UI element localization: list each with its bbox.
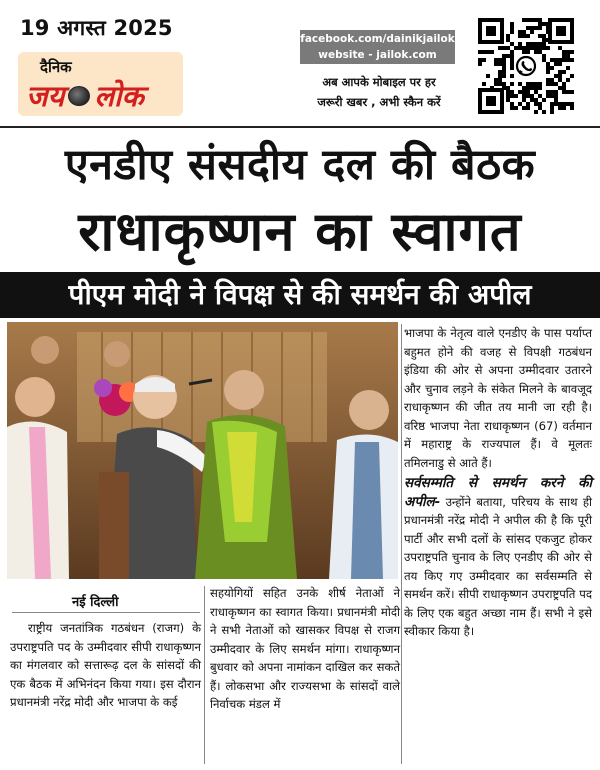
- qr-module: [530, 26, 534, 30]
- qr-module: [570, 106, 574, 110]
- qr-module: [538, 26, 542, 30]
- promo-line-1: अब आपके मोबाइल पर हर: [322, 75, 436, 89]
- qr-module: [526, 90, 530, 94]
- qr-module: [506, 38, 510, 42]
- promo-line-2: जरूरी खबर , अभी स्कैन करें: [317, 95, 441, 109]
- qr-module: [562, 54, 566, 58]
- qr-module: [534, 46, 538, 50]
- qr-module: [522, 90, 526, 94]
- dateline-divider: [12, 612, 200, 613]
- qr-module: [518, 102, 522, 106]
- article-subhead: सर्वसम्मति से समर्थन करने की अपील-: [404, 475, 592, 510]
- qr-module: [550, 110, 554, 114]
- qr-module: [538, 22, 542, 26]
- qr-module: [478, 62, 482, 66]
- qr-code[interactable]: [476, 16, 576, 116]
- qr-module: [530, 86, 534, 90]
- qr-module: [490, 50, 494, 54]
- qr-module: [526, 102, 530, 106]
- qr-module: [542, 54, 546, 58]
- qr-module: [562, 50, 566, 54]
- qr-module: [498, 70, 502, 74]
- qr-module: [538, 46, 542, 50]
- issue-date: 19 अगस्त 2025: [20, 16, 173, 40]
- qr-module: [522, 50, 526, 54]
- qr-module: [510, 90, 514, 94]
- qr-module: [542, 34, 546, 38]
- article-col3-para2-text: उन्होंने बताया, परिचय के साथ ही प्रधानमंत्री नरेंद्र मोदी ने अपील की है कि पूरी पार्टी और सभी दलों के सांसद एकजुट होकर उपराष्ट्रपति चुनाव के लिए एनडीए की ओर से तय किए गए उम्मीदवार का सर्वसम्मति से समर्थन करें। सीपी राधाकृष्णन उपराष्ट्रपति पद के लिए एक बहुत अच्छा नाम हैं। सभी ने इसे स्वीकार किया है।: [404, 494, 592, 638]
- qr-module: [518, 90, 522, 94]
- logo-word-1: जय: [26, 79, 65, 113]
- qr-module: [518, 30, 522, 34]
- qr-module: [534, 18, 538, 22]
- logo-badge-icon: [68, 86, 90, 106]
- qr-module: [526, 42, 530, 46]
- qr-module: [502, 58, 506, 62]
- qr-module: [558, 70, 562, 74]
- qr-module: [542, 98, 546, 102]
- article-column-3: [404, 324, 592, 643]
- qr-module: [558, 46, 562, 50]
- qr-module: [566, 54, 570, 58]
- qr-module: [506, 54, 510, 58]
- newspaper-logo: [18, 52, 183, 116]
- article-col3-para1: भाजपा के नेतृत्व वाले एनडीए के पास पर्याप्त बहुमत होने की वजह से विपक्षी गठबंधन इंडिया की ओर से अपना उम्मीदवार उतारने और चुनाव लड़ने के संकेत मिलने के बावजूद राधाकृष्णन की जीत तय मानी जा रही है। वरिष्ठ भाजपा नेता राधाकृष्णन (67) वर्तमान में महाराष्ट्र के राज्यपाल हैं। वे मूलतः तमिलनाडु से आते हैं।: [404, 326, 592, 470]
- qr-module: [514, 106, 518, 110]
- article-dateline: नई दिल्ली: [72, 595, 119, 610]
- qr-module: [498, 74, 502, 78]
- headline-line-1: एनडीए संसदीय दल की बैठक: [64, 140, 536, 190]
- qr-module: [534, 50, 538, 54]
- qr-module: [566, 102, 570, 106]
- qr-module: [562, 58, 566, 62]
- qr-module: [570, 90, 574, 94]
- qr-module: [538, 86, 542, 90]
- qr-module: [526, 34, 530, 38]
- qr-module: [526, 106, 530, 110]
- qr-module: [534, 26, 538, 30]
- qr-module: [510, 22, 514, 26]
- qr-module: [558, 86, 562, 90]
- qr-module: [506, 46, 510, 50]
- qr-module: [542, 38, 546, 42]
- qr-promo-text: [290, 72, 468, 112]
- qr-code-graphic: [476, 16, 576, 116]
- qr-module: [534, 86, 538, 90]
- qr-module: [522, 94, 526, 98]
- qr-module: [502, 70, 506, 74]
- qr-module: [506, 94, 510, 98]
- qr-module: [550, 66, 554, 70]
- qr-module: [482, 82, 486, 86]
- qr-module: [558, 102, 562, 106]
- article-column-1: राष्ट्रीय जनतांत्रिक गठबंधन (राजग) के उपराष्ट्रपति पद के उम्मीदवार सीपी राधाकृष्णन का मंगलवार को सत्तारूढ़ दल के सांसदों की एक बैठक में अभिनंदन किया गया। इस दौरान प्रधानमंत्री नरेंद्र मोदी और भाजपा के कई: [10, 621, 201, 709]
- qr-module: [558, 74, 562, 78]
- qr-module: [482, 58, 486, 62]
- article-column-2: सहयोगियों सहित उनके शीर्ष नेताओं ने राधाकृष्णन का स्वागत किया। प्रधानमंत्री मोदी ने सभी नेताओं को खासकर विपक्ष से राजग उम्मीदवार के लिए समर्थन मांगा। राधाकृष्णन बुधवार को अपना नामांकन दाखिल कर सकते हैं। लोकसभा और राज्यसभा के सांसदों वाले निर्वाचक मंडल में: [210, 586, 400, 711]
- qr-module: [510, 94, 514, 98]
- qr-module: [550, 94, 554, 98]
- qr-module: [566, 50, 570, 54]
- qr-module: [478, 58, 482, 62]
- qr-module: [510, 58, 514, 62]
- qr-module: [550, 102, 554, 106]
- qr-module: [558, 106, 562, 110]
- qr-module: [554, 102, 558, 106]
- qr-module: [510, 30, 514, 34]
- qr-module: [550, 90, 554, 94]
- qr-module: [494, 78, 498, 82]
- qr-module: [498, 78, 502, 82]
- qr-module: [518, 34, 522, 38]
- masthead-divider: [0, 126, 600, 128]
- qr-module: [522, 106, 526, 110]
- qr-module: [510, 74, 514, 78]
- qr-module: [562, 86, 566, 90]
- qr-module: [522, 98, 526, 102]
- news-photo: [7, 322, 398, 579]
- qr-module: [494, 58, 498, 62]
- qr-module: [502, 46, 506, 50]
- qr-module: [554, 94, 558, 98]
- qr-module: [562, 82, 566, 86]
- qr-module: [554, 98, 558, 102]
- qr-module: [522, 30, 526, 34]
- qr-module: [558, 62, 562, 66]
- qr-finder-bottom-left: [478, 88, 504, 114]
- qr-module: [510, 102, 514, 106]
- qr-module: [506, 90, 510, 94]
- qr-module: [570, 50, 574, 54]
- qr-module: [530, 42, 534, 46]
- qr-module: [530, 82, 534, 86]
- qr-module: [558, 78, 562, 82]
- qr-module: [542, 58, 546, 62]
- qr-module: [554, 74, 558, 78]
- qr-module: [530, 30, 534, 34]
- qr-module: [526, 50, 530, 54]
- qr-module: [538, 18, 542, 22]
- whatsapp-icon: [514, 54, 538, 78]
- qr-module: [534, 42, 538, 46]
- qr-module: [534, 102, 538, 106]
- qr-module: [534, 110, 538, 114]
- qr-module: [546, 66, 550, 70]
- qr-module: [538, 34, 542, 38]
- qr-module: [542, 110, 546, 114]
- qr-module: [518, 42, 522, 46]
- qr-module: [534, 82, 538, 86]
- qr-module: [506, 98, 510, 102]
- qr-module: [502, 66, 506, 70]
- qr-module: [510, 50, 514, 54]
- qr-module: [526, 18, 530, 22]
- qr-module: [542, 22, 546, 26]
- website-link[interactable]: website - jailok.com: [318, 49, 437, 61]
- qr-module: [534, 90, 538, 94]
- qr-module: [502, 62, 506, 66]
- qr-module: [494, 62, 498, 66]
- qr-module: [566, 78, 570, 82]
- qr-module: [546, 90, 550, 94]
- qr-module: [514, 46, 518, 50]
- qr-module: [546, 46, 550, 50]
- qr-module: [550, 58, 554, 62]
- qr-module: [502, 74, 506, 78]
- logo-word-2: लोक: [94, 79, 144, 113]
- qr-module: [522, 34, 526, 38]
- qr-module: [546, 82, 550, 86]
- qr-module: [522, 86, 526, 90]
- qr-module: [526, 94, 530, 98]
- qr-module: [498, 62, 502, 66]
- qr-module: [530, 98, 534, 102]
- qr-module: [566, 58, 570, 62]
- qr-module: [498, 46, 502, 50]
- qr-module: [550, 78, 554, 82]
- qr-module: [498, 82, 502, 86]
- qr-module: [510, 82, 514, 86]
- qr-module: [526, 26, 530, 30]
- qr-module: [546, 62, 550, 66]
- qr-module: [510, 54, 514, 58]
- qr-module: [538, 102, 542, 106]
- qr-module: [570, 102, 574, 106]
- news-photo-illustration: [7, 322, 398, 579]
- qr-module: [502, 54, 506, 58]
- qr-module: [570, 74, 574, 78]
- facebook-link[interactable]: facebook.com/dainikjailok: [300, 33, 455, 45]
- headline-line-2: राधाकृष्णन का स्वागत: [78, 200, 522, 263]
- qr-module: [530, 18, 534, 22]
- qr-module: [506, 86, 510, 90]
- column-rule-right: [401, 324, 402, 764]
- qr-module: [510, 106, 514, 110]
- qr-module: [538, 82, 542, 86]
- qr-module: [562, 90, 566, 94]
- qr-module: [534, 98, 538, 102]
- qr-module: [538, 42, 542, 46]
- qr-module: [554, 62, 558, 66]
- logo-wordmark: [26, 76, 144, 115]
- qr-module: [510, 26, 514, 30]
- qr-module: [518, 82, 522, 86]
- qr-module: [482, 50, 486, 54]
- column-rule-left: [204, 586, 205, 764]
- qr-module: [486, 50, 490, 54]
- qr-module: [550, 82, 554, 86]
- qr-module: [538, 94, 542, 98]
- qr-module: [514, 94, 518, 98]
- qr-module: [526, 46, 530, 50]
- qr-module: [510, 62, 514, 66]
- qr-module: [570, 58, 574, 62]
- qr-module: [546, 78, 550, 82]
- qr-module: [522, 46, 526, 50]
- social-links-box: [300, 30, 455, 64]
- qr-module: [566, 90, 570, 94]
- qr-module: [478, 50, 482, 54]
- qr-module: [546, 94, 550, 98]
- subheadline-band: पीएम मोदी ने विपक्ष से की समर्थन की अपील: [0, 272, 600, 318]
- qr-module: [526, 82, 530, 86]
- qr-module: [498, 58, 502, 62]
- qr-module: [526, 86, 530, 90]
- qr-module: [510, 66, 514, 70]
- qr-module: [486, 74, 490, 78]
- qr-module: [550, 106, 554, 110]
- qr-module: [562, 70, 566, 74]
- qr-module: [542, 46, 546, 50]
- qr-module: [538, 106, 542, 110]
- qr-module: [518, 46, 522, 50]
- qr-module: [522, 18, 526, 22]
- qr-module: [554, 58, 558, 62]
- qr-module: [542, 42, 546, 46]
- qr-module: [562, 102, 566, 106]
- qr-finder-top-left: [478, 18, 504, 44]
- qr-module: [506, 34, 510, 38]
- qr-finder-top-right: [548, 18, 574, 44]
- qr-module: [554, 90, 558, 94]
- qr-module: [558, 58, 562, 62]
- qr-module: [562, 106, 566, 110]
- qr-module: [530, 94, 534, 98]
- qr-module: [502, 82, 506, 86]
- article-col3-para2: [404, 474, 592, 641]
- qr-module: [554, 82, 558, 86]
- qr-module: [566, 66, 570, 70]
- qr-module: [494, 82, 498, 86]
- logo-small-text: दैनिक: [40, 58, 72, 76]
- qr-module: [538, 50, 542, 54]
- qr-module: [530, 46, 534, 50]
- qr-module: [510, 42, 514, 46]
- qr-module: [546, 70, 550, 74]
